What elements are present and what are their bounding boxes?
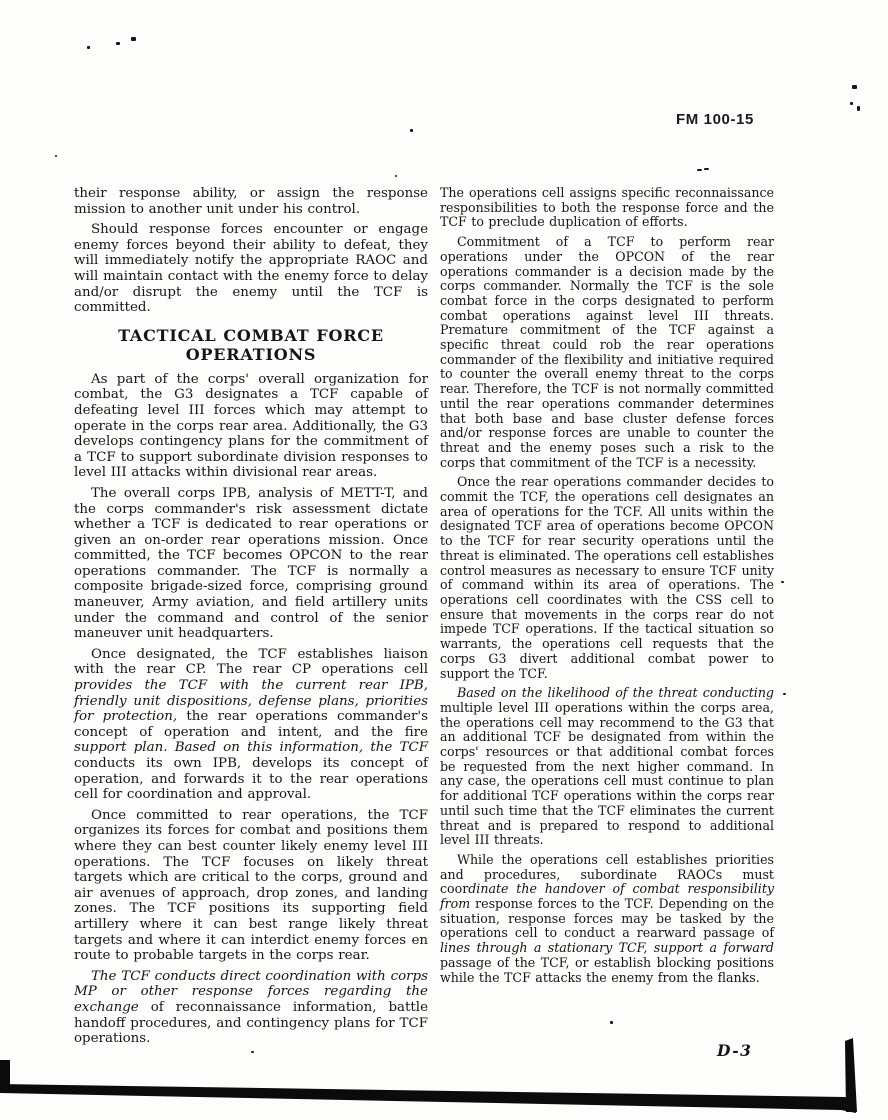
text-run: Once the rear operations commander decides to commit the TCF, the operations cell designates an area of operations for the TCF. All units within the designated TCF area of operations become OPCON to the TCF for rear security operations until the threat is eliminated. The operations cell establishes control measures as necessary to ensure TCF unity of command within its area of operations. The operations cell coordinates with the CSS cell to ensure that movements in the corps rear do not impede TCF operations. If the tactical situation so warrants, the operations cell requests that the corps G3 divert additional combat power to support the TCF. bbox=[440, 474, 774, 681]
text-run: multiple level III operations within the corps area, the operations cell may recommend to the G3 that an additional TCF be designated from within the corps' resources or that additional combat forces be requested from the next higher command. In any case, the operations cell must continue to plan for additional TCF operations within the corps rear until such time that the TCF eliminates the current threat and is prepared to respond to additional level III threats. bbox=[440, 699, 774, 848]
scan-speck bbox=[783, 693, 786, 695]
text-run: The overall corps IPB, analysis of METT-T, and the corps commander's risk assessment dictate whether a TCF is dedicated to rear operations or given an on-order rear operations mission. Once committed, the TCF becomes OPCON to the rear operations commander. The TCF is normally a composite brigade-sized force, comprising ground maneuver, Army aviation, and field artillery units under the command and control of the senior maneuver unit headquarters. bbox=[74, 485, 428, 642]
scan-speck bbox=[55, 155, 57, 157]
text-run: While the operations cell establishes priorities and procedures, subordinate RAOCs must coor bbox=[440, 851, 774, 897]
section-heading-line: OPERATIONS bbox=[185, 344, 317, 364]
text-run: Should response forces encounter or engage enemy forces beyond their ability to defeat, they will immediately notify the appropriate RAOC and will maintain contact with the enemy force to delay and/or disrupt the enemy until the TCF is committed. bbox=[74, 222, 428, 316]
text-run: Once committed to rear operations, the TCF organizes its forces for combat and positions them where they can best counter likely enemy level III operations. The TCF focuses on likely threat targets which are critical to the corps, ground and air avenues of approach, drop zones, and landing zones. The TCF positions its supporting field artillery where it can best range likely threat targets and where it can interdict enemy forces en route to probable targets in the corps rear. bbox=[74, 807, 428, 964]
page-number: D-3 bbox=[717, 1041, 753, 1060]
text-run: the rear operations commander's concept of operation and intent, and the fire bbox=[74, 709, 428, 740]
scan-speck bbox=[850, 102, 853, 105]
scan-speck bbox=[697, 169, 702, 171]
text-run: As part of the corps' overall organization for combat, the G3 designates a TCF capable of defeating level III forces which may attempt to operate in the corps rear area. Additionally, the G3 develops contingency plans for the commitment of a TCF to support subordinate division responses to level III attacks within divisional rear areas. bbox=[74, 371, 428, 481]
scan-edge-bottom-band bbox=[0, 1084, 856, 1113]
scan-speck bbox=[857, 106, 860, 111]
text-run: Based on the likelihood of the threat conducting bbox=[457, 685, 774, 701]
scan-speck bbox=[131, 37, 136, 41]
text-run: Commitment of a TCF to perform rear operations under the OPCON of the rear operations commander is a decision made by the corps commander. Normally the TCF is the sole combat force in the corps designated to perform combat operations against level III threats. Premature commitment of the TCF against a specific threat could rob the rear operations commander of the flexibility and initiative required to counter the overall enemy threat to the corps rear. Therefore, the TCF is not normally committed until the rear operations commander determines that both base and base cluster defense forces and/or response forces are unable to counter the threat and the enemy poses such a risk to the corps that commitment of the TCF is a necessity. bbox=[440, 234, 774, 470]
section-heading-line: TACTICAL COMBAT FORCE bbox=[118, 325, 384, 345]
text-run: The operations cell assigns specific reconnaissance responsibilities to both the response force and the TCF to preclude duplication of efforts. bbox=[440, 185, 774, 230]
scan-speck bbox=[87, 46, 90, 49]
scan-edge-left-block bbox=[0, 1060, 10, 1088]
scan-speck bbox=[395, 175, 397, 177]
scan-speck bbox=[610, 1021, 613, 1024]
document-id-header: FM 100-15 bbox=[676, 111, 754, 128]
scan-speck bbox=[781, 581, 784, 583]
text-run: response forces to the TCF. Depending on the situation, response forces may be tasked by the operations cell to conduct a rearward passage of bbox=[440, 896, 774, 941]
scan-speck bbox=[410, 129, 413, 132]
text-run: conducts its own IPB, develops its concept of operation, and forwards it to the rear operations cell for coordination and approval. bbox=[74, 756, 428, 803]
text-run: Once designated, the TCF establishes liaison with the rear CP. The rear CP operations cell bbox=[74, 646, 428, 678]
text-run: support plan. Based on this information, the TCF bbox=[74, 740, 428, 756]
text-run: provides the TCF with the current rear IPB, friendly unit dispositions, defense plans, priorities for protection, bbox=[74, 678, 428, 725]
scan-edge-right-bar bbox=[845, 1038, 857, 1112]
scan-speck bbox=[116, 42, 120, 45]
text-run: their response ability, or assign the response mission to another unit under his control. bbox=[74, 186, 428, 217]
scan-speck bbox=[852, 85, 857, 89]
text-run: of reconnaissance information, battle handoff procedures, and contingency plans for TCF operations. bbox=[74, 999, 428, 1047]
scan-speck bbox=[251, 1051, 254, 1053]
text-run: The TCF conducts direct coordination with corps MP or other response forces regarding the exchange bbox=[74, 968, 428, 1015]
text-run: passage of the TCF, or establish blocking positions while the TCF attacks the enemy from the flanks. bbox=[440, 954, 774, 985]
text-run: dinate the handover of combat responsibility from bbox=[440, 881, 774, 912]
scan-speck bbox=[704, 168, 709, 170]
text-run: lines through a stationary TCF, support a forward bbox=[440, 940, 774, 956]
